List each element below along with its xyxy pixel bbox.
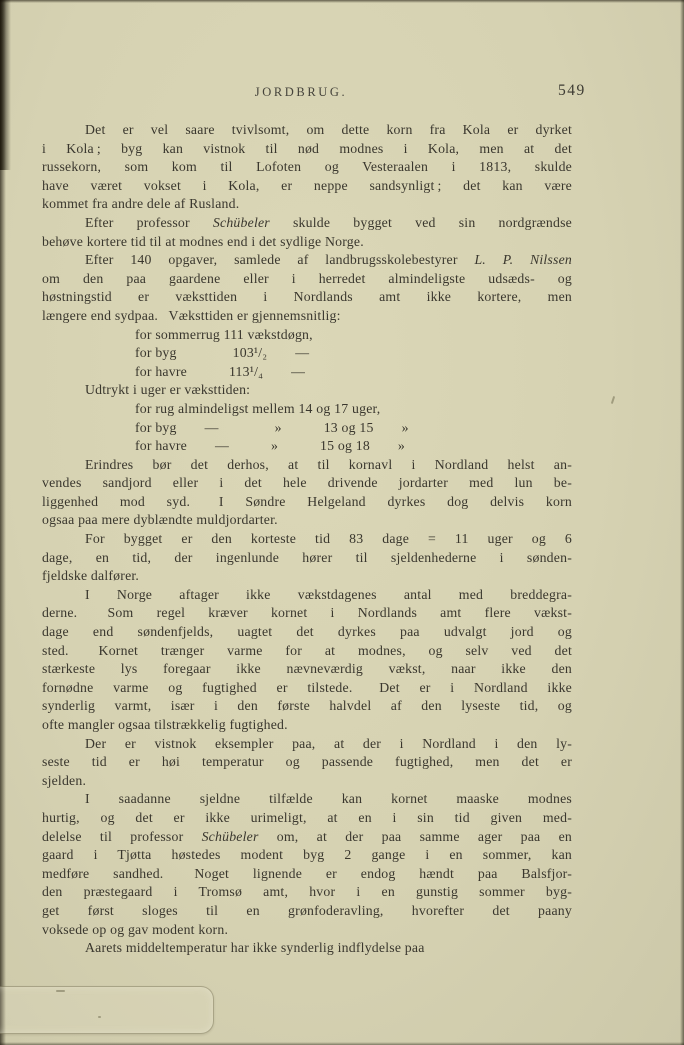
text-line [42, 902, 572, 921]
text-line [42, 363, 572, 382]
text-segment: have været vokset i Kola, er neppe sandsynligt ; det kan være [42, 177, 572, 193]
text-segment: Efter 140 opgaver, samlede af landbrugsskolebestyrer [85, 252, 475, 268]
text-line [42, 753, 572, 772]
text-line [42, 790, 572, 809]
text-line [42, 381, 572, 400]
scan-edge-corner [0, 0, 11, 170]
text-segment: for sommerrug 111 vækstdøgn, [135, 326, 313, 342]
text-line [42, 772, 572, 791]
text-segment: ofte mangler ogsaa tilstrækkelig fugtighed. [42, 717, 288, 732]
text-line [42, 288, 572, 307]
text-segment: medføre sandhed. Noget lignende er endog hændt paa Balsfjor- [42, 865, 572, 881]
text-line [42, 735, 572, 754]
text-line [42, 251, 572, 270]
text-line [42, 623, 572, 642]
text-segment: get først sloges til en grønfoderavling, hvorefter det paany [42, 902, 572, 918]
text-line [42, 121, 572, 140]
text-line [42, 177, 572, 196]
text-segment: behøve kortere tid til at modnes end i det sydlige Norge. [42, 233, 364, 249]
text-segment: skulde bygget ved sin nordgrændse [269, 214, 572, 230]
scan-edge-right [680, 0, 684, 1045]
text-line [42, 344, 572, 363]
scan-edge-top [0, 0, 684, 3]
text-segment: gaard i Tjøtta høstedes modent byg 2 gange i en sommer, kan [42, 847, 572, 863]
text-line [42, 883, 572, 902]
scan-speck [611, 396, 615, 404]
scan-speck [56, 990, 65, 992]
text-segment: For bygget er den korteste tid 83 dage = 11 uger og 6 [85, 531, 572, 547]
text-segment: dage, en tid, der ingenlunde hører til sjeldenhederne i sønden- [42, 549, 572, 565]
text-segment: Erindres bør det derhos, at til kornavl i Nordland helst an- [85, 456, 572, 472]
text-segment: kommet fra andre dele af Rusland. [42, 196, 240, 212]
text-segment: liggenhed mod syd. I Søndre Helgeland dyrkes dog delvis korn [42, 493, 572, 509]
text-segment: den præstegaard i Tromsø amt, hvor i en gunstig sommer byg- [42, 884, 572, 900]
text-line [42, 586, 572, 605]
text-line [42, 400, 572, 419]
text-segment: stærkeste lys foregaar ikke nævneværdig vækst, naar ikke den [42, 661, 572, 677]
text-segment: seste tid er høi temperatur og passende fugtighed, men det er [42, 754, 572, 770]
text-line [42, 326, 572, 345]
text-segment: Der er vistnok eksempler paa, at der i Nordland i den ly- [85, 735, 572, 751]
text-segment: delelse til professor [42, 828, 202, 844]
text-segment: længere end sydpaa. Væksttiden er gjennemsnitlig: [42, 307, 341, 323]
text-line [42, 195, 572, 214]
text-segment: fornødne varme og fugtighed er tilstede. Det er i Nordland ikke [42, 679, 572, 695]
text-segment: fjeldske dalfører. [42, 568, 140, 584]
text-segment: sted. Kornet trænger varme for at modnes, og selv ved det [42, 642, 572, 658]
page-number: 549 [558, 82, 586, 99]
italic-text: L. P. Nilssen [474, 252, 572, 268]
text-line [42, 530, 572, 549]
text-line [42, 809, 572, 828]
text-line [42, 660, 572, 679]
text-line [42, 716, 572, 735]
scan-edge-left [0, 0, 6, 1045]
text-segment: om, at der paa samme ager paa en [258, 828, 572, 844]
text-segment: voksede op og gav modent korn. [42, 921, 229, 937]
text-line [42, 939, 572, 958]
text-line [42, 307, 572, 326]
text-segment: vendes sandjord eller i det hele drivende jordarter med lun be- [42, 475, 572, 491]
text-segment: ogsaa paa mere dyblændte muldjordarter. [42, 512, 278, 528]
running-header-title: JORDBRUG. [254, 85, 348, 99]
text-segment: synderlig varmt, især i den første halvdel af den lyseste tid, og [42, 698, 572, 714]
text-line [42, 697, 572, 716]
text-segment: dage end søndenfjelds, uagtet det dyrkes paa udvalgt jord og [42, 624, 572, 640]
text-segment: Det er vel saare tvivlsomt, om dette korn fra Kola er dyrket [85, 122, 572, 137]
text-segment: derne. Som regel kræver kornet i Nordlands amt flere vækst- [42, 605, 572, 621]
text-line [42, 233, 572, 252]
text-segment: russekorn, som kom til Lofoten og Vesteraalen i 1813, skulde [42, 159, 572, 175]
italic-text: Schübeler [212, 214, 270, 230]
text-line [42, 921, 572, 940]
text-segment: I saadanne sjeldne tilfælde kan kornet maaske modnes [85, 791, 572, 807]
text-line [42, 846, 572, 865]
italic-text: Schübeler [201, 828, 259, 844]
text-segment: i Kola ; byg kan vistnok til nød modnes i Kola, men at det [42, 140, 572, 156]
text-segment: for byg 103¹/₂ — [135, 345, 310, 361]
scan-speck [98, 1016, 101, 1018]
text-line [42, 642, 572, 661]
text-line [42, 214, 572, 233]
scan-artifact-card [0, 986, 214, 1034]
text-line [42, 437, 572, 456]
text-segment: hurtig, og det er ikke urimeligt, at en i sin tid given med- [42, 809, 572, 825]
text-line [42, 567, 572, 586]
text-segment: for havre 113¹/₄ — [135, 363, 306, 379]
text-line [42, 140, 572, 159]
text-line [42, 679, 572, 698]
text-segment: om den paa gaardene eller i herredet almindeligste udsæds- og [42, 270, 572, 286]
text-line [42, 828, 572, 847]
text-block [42, 121, 572, 958]
text-line [42, 158, 572, 177]
text-line [42, 493, 572, 512]
text-line [42, 474, 572, 493]
text-segment: for byg — » 13 og 15 » [135, 419, 409, 435]
text-line [42, 419, 572, 438]
text-line [42, 549, 572, 568]
text-line [42, 270, 572, 289]
text-segment: Aarets middeltemperatur har ikke synderlig indflydelse paa [85, 940, 425, 956]
text-line [42, 456, 572, 475]
text-segment: høstningstid er væksttiden i Nordlands amt ikke kortere, men [42, 289, 572, 305]
text-segment: for rug almindeligst mellem 14 og 17 uger, [135, 400, 381, 416]
text-line [42, 865, 572, 884]
text-segment: Efter professor [85, 214, 213, 230]
text-segment: sjelden. [42, 772, 87, 788]
text-segment: Udtrykt i uger er væksttiden: [85, 382, 251, 398]
text-segment: for havre — » 15 og 18 » [135, 438, 406, 454]
text-line [42, 511, 572, 530]
text-segment: I Norge aftager ikke vækstdagenes antal med breddegra- [85, 586, 572, 602]
text-line [42, 604, 572, 623]
